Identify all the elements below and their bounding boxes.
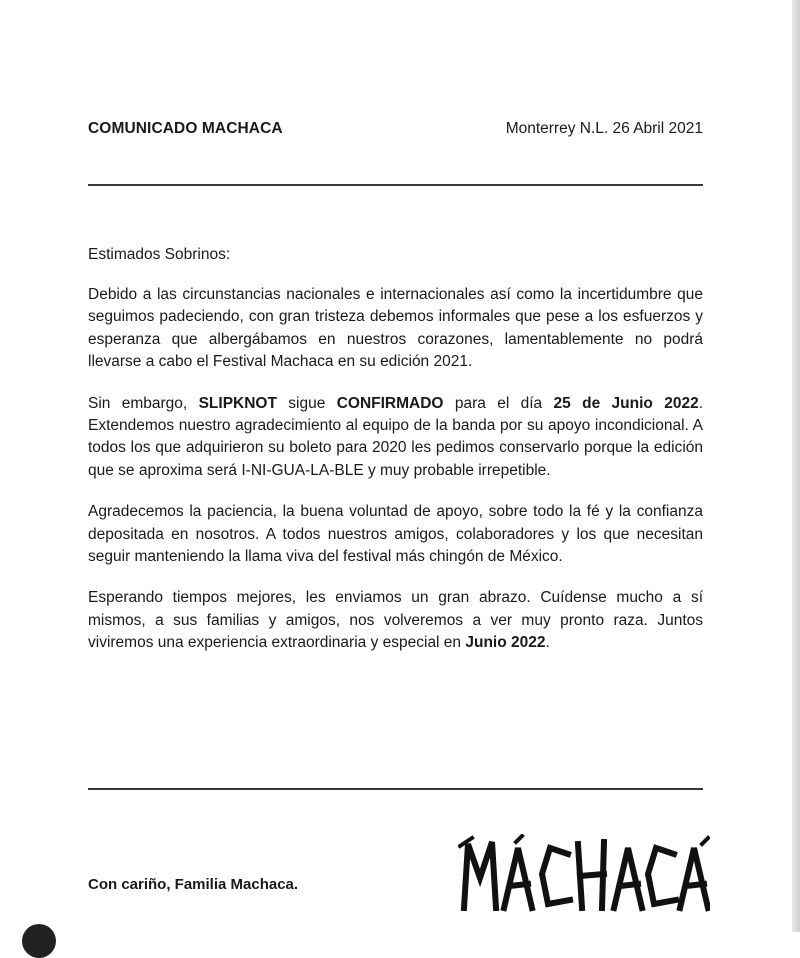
paragraph-3: Agradecemos la paciencia, la buena voluntad de apoyo, sobre todo la fé y la confianza depositada en nosotros. A todos nuestros amigos, colaboradores y los que necesitan seguir manteniendo la llama viva del festival más chingón de México. <box>88 503 703 566</box>
machaca-logo <box>458 834 710 914</box>
greeting: Estimados Sobrinos: <box>88 246 231 263</box>
paragraph-1: Debido a las circunstancias nacionales e internacionales así como la incertidumbre que seguimos padeciendo, con gran tristeza debemos informales que pese a los esfuerzos y esperanza que albergábamos en nuestros corazones, lamentablemente no podrá llevarse a cabo el Festival Machaca en su edición 2021. <box>88 286 703 371</box>
closing-signature: Con cariño, Familia Machaca. <box>88 876 299 893</box>
paragraph-4 <box>88 587 703 654</box>
letter-title: COMUNICADO MACHACA <box>88 120 283 137</box>
paragraph-2 <box>88 393 703 483</box>
event-date: 25 de Junio 2022 <box>553 394 699 412</box>
page-edge-shadow <box>792 0 800 932</box>
paragraph-4-text: Esperando tiempos mejores, les enviamos un gran abrazo. Cuídense mucho a sí mismos, a sus familias y amigos, nos volveremos a ver muy pronto raza. Juntos viviremos una experiencia extraordinaria y especial en <box>88 589 703 652</box>
event-month: Junio 2022 <box>465 634 546 652</box>
band-name: SLIPKNOT <box>198 394 277 412</box>
paragraph-2-text: sigue <box>276 394 337 412</box>
avatar-icon <box>22 924 56 958</box>
letter-body <box>88 284 703 674</box>
top-divider <box>88 184 703 186</box>
confirmed-label: CONFIRMADO <box>336 394 444 412</box>
paragraph-2-text: Sin embargo, <box>88 394 199 412</box>
bottom-divider <box>88 788 703 790</box>
letter-header <box>88 120 703 138</box>
place-date: Monterrey N.L. 26 Abril 2021 <box>505 120 703 137</box>
paragraph-4-text: . <box>545 634 550 652</box>
paragraph-2-text: para el día <box>443 394 554 412</box>
paragraph-2-text: . Extendemos nuestro agradecimiento al equipo de la banda por su apoyo incondicional. A todos los que adquirieron su boleto para 2020 les pedimos conservarlo porque la edición que se aproxima será I-NI-GUA-LA-BLE y muy probable irrepetible. <box>88 394 704 479</box>
